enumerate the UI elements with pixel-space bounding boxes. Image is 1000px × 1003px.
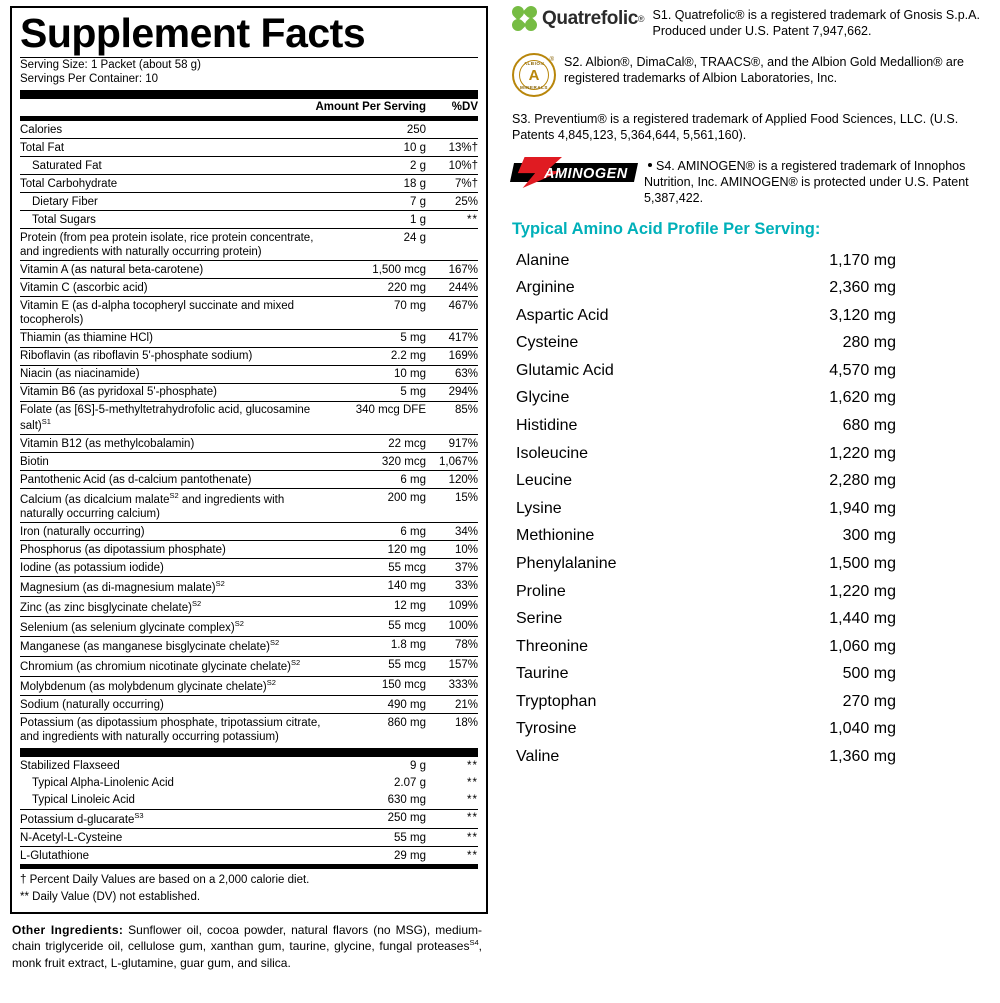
nutrient-name: Typical Linoleic Acid: [32, 794, 135, 807]
footnote-line: † Percent Daily Values are based on a 2,000 calorie diet.: [20, 874, 310, 887]
amino-acid-row: [516, 440, 896, 468]
nutrient-name: Riboflavin (as riboflavin 5'-phosphate sodium): [20, 347, 330, 365]
nutrient-daily-value: [430, 121, 478, 139]
quatrefolic-logo: [512, 6, 645, 32]
nutrient-name: Vitamin E (as d-alpha tocopheryl succinate and mixed tocopherols): [20, 297, 330, 329]
amino-acid-name: Threonine: [516, 637, 589, 655]
nutrient-amount: 340 mcg DFE: [330, 401, 430, 435]
nutrition-row: [20, 829, 478, 847]
nutrient-daily-value: 78%: [430, 636, 478, 656]
nutrition-row: [20, 489, 478, 523]
aminogen-wordmark: AMINOGEN: [544, 166, 628, 182]
trademark-text-albion: S2. Albion®, DimaCal®, TRAACS®, and the Albion Gold Medallion® are registered trademarks of Albion Laboratories, Inc.: [564, 55, 964, 85]
amino-acid-row: [516, 357, 896, 385]
nutrient-footnote-marker: S2: [191, 598, 202, 608]
nutrient-name: Dietary Fiber: [20, 193, 330, 211]
amino-acid-row: [516, 385, 896, 413]
trademark-block-albion: [512, 53, 992, 97]
albion-seal-top-text: ALBION: [523, 60, 545, 66]
nutrition-rows-body: [20, 121, 478, 745]
serving-size: Serving Size: 1 Packet (about 58 g): [20, 59, 201, 72]
nutrition-row: [20, 347, 478, 365]
nutrient-footnote-marker: S2: [215, 578, 225, 588]
nutrient-daily-value: **: [467, 759, 478, 772]
nutrition-row: [20, 775, 478, 792]
amino-acid-row: [516, 247, 896, 275]
quatrefolic-wordmark: Quatrefolic: [542, 8, 638, 29]
nutrient-daily-value: 10%†: [430, 157, 478, 175]
amino-acid-name: Methionine: [516, 527, 595, 545]
nutrient-amount: 2.2 mg: [330, 347, 430, 365]
albion-seal-icon: [512, 53, 556, 97]
nutrient-amount: 2 g: [330, 157, 430, 175]
trademark-text-quatrefolic: S1. Quatrefolic® is a registered trademark of Gnosis S.p.A. Produced under U.S. Patent 7,947,662.: [652, 8, 980, 38]
amino-acid-name: Histidine: [516, 417, 578, 435]
amino-acid-name: Taurine: [516, 665, 569, 683]
albion-registered-mark: ®: [549, 57, 554, 63]
nutrition-row: [20, 401, 478, 435]
nutrition-row: [20, 847, 478, 865]
amino-acid-name: Proline: [516, 582, 566, 600]
nutrient-daily-value: 34%: [430, 523, 478, 541]
trademark-text-preventium: S3. Preventium® is a registered trademark of Applied Food Sciences, LLC. (U.S. Patents 4,845,123, 5,364,644, 5,561,160).: [512, 112, 959, 142]
other-ingredients-text-tail: , monk fruit extract, L-glutamine, guar gum, and silica.: [12, 939, 482, 970]
nutrient-amount: 24 g: [330, 229, 430, 261]
nutrition-row: [20, 792, 478, 810]
nutrition-row: [20, 365, 478, 383]
nutrition-row: [20, 577, 478, 597]
amino-acid-name: Cysteine: [516, 334, 579, 352]
nutrient-name: Phosphorus (as dipotassium phosphate): [20, 541, 330, 559]
nutrition-row: [20, 676, 478, 696]
nutrient-name: Molybdenum (as molybdenum glycinate chelate)$^{S2}$: [20, 676, 330, 696]
amino-acid-value: 2,280 mg: [829, 472, 896, 490]
amino-acid-name: Leucine: [516, 472, 573, 490]
amino-acid-name: Tyrosine: [516, 720, 577, 738]
nutrient-daily-value: 120%: [430, 471, 478, 489]
trademark-block-quatrefolic: [512, 6, 992, 39]
nutrition-row: [20, 279, 478, 297]
nutrient-daily-value: 13%†: [430, 139, 478, 157]
amino-acid-row: [516, 743, 896, 771]
amino-acid-value: 2,360 mg: [829, 279, 896, 297]
amino-acid-value: 1,500 mg: [829, 554, 896, 572]
header-percent-dv: %DV: [451, 101, 478, 114]
nutrient-amount: 70 mg: [330, 297, 430, 329]
nutrition-row: [20, 297, 478, 329]
amino-acid-row: [516, 578, 896, 606]
amino-acid-row: [516, 523, 896, 551]
nutrition-row: [20, 435, 478, 453]
nutrient-daily-value: 167%: [430, 261, 478, 279]
nutrient-daily-value: 109%: [430, 597, 478, 617]
nutrient-name: Thiamin (as thiamine HCl): [20, 329, 330, 347]
nutrient-amount: 1 g: [330, 211, 430, 229]
supplement-facts-title: Supplement Facts: [20, 10, 366, 56]
amino-acid-value: 1,620 mg: [829, 389, 896, 407]
nutrient-amount: 630 mg: [387, 794, 426, 807]
nutrient-name: L-Glutathione: [20, 847, 330, 865]
nutrient-name: Magnesium (as di-magnesium malate)$^{S2}$: [20, 577, 330, 597]
nutrient-amount: 1,500 mcg: [330, 261, 430, 279]
amino-acid-row: [516, 550, 896, 578]
nutrient-name: Typical Alpha-Linolenic Acid: [32, 777, 174, 789]
nutrient-name: N-Acetyl-L-Cysteine: [20, 829, 330, 847]
nutrition-rows-table-2: [20, 757, 478, 864]
albion-seal-glyph: A: [528, 66, 540, 84]
amino-acid-value: 1,440 mg: [829, 610, 896, 628]
amino-acid-name: Glutamic Acid: [516, 361, 614, 379]
nutrient-footnote-marker: S2: [291, 658, 301, 668]
nutrient-name: Folate (as [6S]-5-methyltetrahydrofolic acid, glucosamine salt)$^{S1}$: [20, 401, 330, 435]
nutrient-amount: 10 mg: [330, 365, 430, 383]
nutrient-amount: 6 mg: [330, 523, 430, 541]
nutrient-daily-value: 85%: [430, 401, 478, 435]
nutrient-amount: 9 g: [410, 759, 426, 772]
quatrefolic-registered-mark: ®: [637, 14, 645, 24]
nutrient-daily-value: 7%†: [430, 175, 478, 193]
nutrition-row: [20, 471, 478, 489]
nutrition-row: [20, 617, 478, 637]
amino-acid-value: 680 mg: [842, 417, 896, 435]
nutrient-daily-value: 467%: [430, 297, 478, 329]
nutrient-daily-value: 244%: [430, 279, 478, 297]
amino-acid-value: 1,040 mg: [829, 720, 896, 738]
amino-acid-value: 1,170 mg: [829, 251, 896, 269]
nutrient-amount: 6 mg: [330, 471, 430, 489]
nutrient-amount: 55 mg: [330, 829, 430, 847]
nutrient-daily-value: 21%: [430, 696, 478, 714]
nutrient-name: Niacin (as niacinamide): [20, 365, 330, 383]
amino-acid-name: Alanine: [516, 251, 570, 269]
nutrient-daily-value: 25%: [430, 193, 478, 211]
servings-per-container: Servings Per Container: 10: [20, 73, 159, 86]
nutrient-amount: 250: [406, 123, 426, 136]
nutrient-daily-value: 1,067%: [430, 453, 478, 471]
nutrient-name: Vitamin A (as natural beta-carotene): [20, 261, 330, 279]
nutrient-name: Zinc (as zinc bisglycinate chelate)$^{S2}$: [20, 597, 330, 617]
aminogen-logo-icon: [512, 157, 636, 189]
nutrient-daily-value: **: [430, 829, 478, 847]
nutrient-amount: 55 mcg: [330, 559, 430, 577]
nutrient-footnote-marker: S1: [41, 417, 51, 427]
nutrient-name: Calcium (as dicalcium malate$^{S2}$ and ingredients with naturally occurring calcium): [20, 489, 330, 523]
nutrition-row: [20, 383, 478, 401]
nutrient-name: Protein (from pea protein isolate, rice protein concentrate, and ingredients with naturally occurring protein): [20, 229, 330, 261]
nutrient-amount: 5 mg: [330, 329, 430, 347]
amino-acid-value: 1,940 mg: [829, 499, 896, 517]
nutrient-amount: 1.8 mg: [330, 636, 430, 656]
nutrient-name: Iodine (as potassium iodide): [20, 559, 330, 577]
amino-acid-name: Phenylalanine: [516, 554, 617, 572]
nutrient-amount: 860 mg: [330, 714, 430, 746]
nutrient-name: Pantothenic Acid (as d-calcium pantothenate): [20, 471, 330, 489]
nutrient-amount: 250 mg: [330, 809, 430, 829]
amino-profile-table: [516, 247, 896, 771]
nutrient-daily-value: **: [430, 847, 478, 865]
nutrition-row: [20, 714, 478, 746]
nutrient-amount: 5 mg: [330, 383, 430, 401]
trademark-text-aminogen-body: S4. AMINOGEN® is a registered trademark of Innophos Nutrition, Inc. AMINOGEN® is protected under U.S. Patent 5,387,422.: [644, 159, 969, 205]
header-thick-rule: [20, 90, 478, 99]
nutrient-daily-value: [430, 229, 478, 261]
amino-profile-title: Typical Amino Acid Profile Per Serving:: [512, 220, 821, 238]
other-ingredients-label: Other Ingredients:: [12, 923, 124, 938]
amino-acid-row: [516, 606, 896, 634]
nutrition-row: [20, 809, 478, 829]
bullet-dot-icon: [648, 163, 652, 167]
nutrient-name: Chromium (as chromium nicotinate glycinate chelate)$^{S2}$: [20, 656, 330, 676]
nutrient-amount: 490 mg: [330, 696, 430, 714]
nutrition-row: [20, 193, 478, 211]
aminogen-logo: [512, 157, 636, 189]
nutrient-daily-value: **: [467, 777, 478, 789]
nutrient-name: Potassium d-glucarate$^{S3}$: [20, 809, 330, 829]
nutrition-row: [20, 597, 478, 617]
nutrient-amount: 220 mg: [330, 279, 430, 297]
nutrient-name: Biotin: [20, 453, 330, 471]
amino-acid-name: Aspartic Acid: [516, 306, 609, 324]
nutrient-amount: 55 mcg: [330, 617, 430, 637]
nutrient-amount: 200 mg: [330, 489, 430, 523]
header-spacer: [20, 99, 315, 117]
trademark-block-aminogen: [512, 157, 992, 206]
amino-acid-name: Valine: [516, 748, 560, 765]
amino-acid-value: 280 mg: [842, 334, 896, 352]
nutrition-row: [20, 559, 478, 577]
nutrient-amount: 2.07 g: [394, 777, 426, 789]
amino-acid-value: 4,570 mg: [829, 361, 896, 379]
amino-acid-row: [516, 716, 896, 744]
nutrient-footnote-marker: S2: [234, 618, 244, 628]
nutrition-row: [20, 175, 478, 193]
nutrient-daily-value: **: [430, 809, 478, 829]
nutrition-row: [20, 523, 478, 541]
amino-acid-name: Glycine: [516, 389, 570, 407]
nutrition-row: [20, 453, 478, 471]
nutrition-rows-table: [20, 121, 478, 745]
clover-icon: [512, 6, 538, 32]
nutrient-name: Vitamin C (ascorbic acid): [20, 279, 330, 297]
amino-acid-value: 3,120 mg: [829, 306, 896, 324]
nutrient-daily-value: 63%: [430, 365, 478, 383]
right-column: [494, 6, 992, 997]
nutrient-daily-value: 169%: [430, 347, 478, 365]
other-ingredients-text: Sunflower oil, cocoa powder, natural flavors (no MSG), medium-chain triglyceride oil, cellulose gum, xanthan gum, taurine, glycine, fungal proteases: [12, 923, 482, 954]
other-ingredients: [10, 914, 488, 971]
amino-acid-row: [516, 633, 896, 661]
footnote-line: ** Daily Value (DV) not established.: [20, 891, 201, 904]
nutrient-name: Stabilized Flaxseed: [20, 759, 120, 772]
nutrient-amount: 29 mg: [330, 847, 430, 865]
amino-acid-row: [516, 302, 896, 330]
nutrient-name: Sodium (naturally occurring): [20, 696, 330, 714]
nutrition-row: [20, 329, 478, 347]
nutrient-footnote-marker: S2: [266, 678, 276, 688]
nutrient-name: Manganese (as manganese bisglycinate chelate)$^{S2}$: [20, 636, 330, 656]
nutrition-row: [20, 121, 478, 139]
nutrient-amount: 140 mg: [330, 577, 430, 597]
nutrient-amount: 150 mcg: [330, 676, 430, 696]
nutrition-row: [20, 211, 478, 229]
nutrition-row: [20, 636, 478, 656]
nutrient-name: Saturated Fat: [20, 157, 330, 175]
nutrient-daily-value: 157%: [430, 656, 478, 676]
nutrition-row: [20, 139, 478, 157]
nutrient-daily-value: 333%: [430, 676, 478, 696]
amino-acid-row: [516, 661, 896, 689]
nutrient-footnote-marker: S2: [269, 638, 280, 648]
nutrient-name: Selenium (as selenium glycinate complex)$^{S2}$: [20, 617, 330, 637]
nutrient-amount: 22 mcg: [330, 435, 430, 453]
amino-profile-body: [516, 247, 896, 771]
left-column: [10, 6, 494, 997]
amino-acid-value: 300 mg: [842, 527, 896, 545]
amino-acid-name: Serine: [516, 610, 563, 628]
nutrient-amount: 55 mcg: [330, 656, 430, 676]
nutrient-footnote-marker: S3: [134, 811, 144, 821]
nutrient-daily-value: 33%: [430, 577, 478, 597]
nutrient-name: Total Fat: [20, 139, 330, 157]
nutrition-row: [20, 261, 478, 279]
amino-acid-name: Arginine: [516, 279, 575, 297]
nutrient-daily-value: 15%: [430, 489, 478, 523]
amino-acid-row: [516, 330, 896, 358]
nutrient-footnote-marker: S2: [169, 490, 179, 500]
albion-seal-bottom-text: MINERALS: [520, 84, 548, 90]
amino-acid-value: 1,360 mg: [829, 748, 896, 765]
amino-acid-name: Isoleucine: [516, 444, 589, 462]
nutrient-daily-value: **: [467, 794, 478, 807]
nutrient-daily-value: 18%: [430, 714, 478, 746]
nutrient-name: Potassium (as dipotassium phosphate, tripotassium citrate, and ingredients with naturally occurring potassium): [20, 714, 330, 746]
nutrient-name: Total Sugars: [20, 211, 330, 229]
nutrient-amount: 320 mcg: [330, 453, 430, 471]
nutrient-daily-value: 917%: [430, 435, 478, 453]
nutrient-daily-value: 37%: [430, 559, 478, 577]
nutrient-name: Iron (naturally occurring): [20, 523, 330, 541]
amino-acid-name: Tryptophan: [516, 692, 597, 710]
nutrition-row: [20, 157, 478, 175]
amino-acid-row: [516, 688, 896, 716]
nutrient-daily-value: 10%: [430, 541, 478, 559]
nutrient-amount: 7 g: [330, 193, 430, 211]
nutrition-row: [20, 757, 478, 774]
footnotes: [20, 869, 478, 906]
nutrient-daily-value: **: [430, 211, 478, 229]
nutrient-daily-value: 417%: [430, 329, 478, 347]
amino-acid-row: [516, 495, 896, 523]
nutrient-name: Calories: [20, 123, 63, 136]
amino-acid-row: [516, 468, 896, 496]
header-amount-per-serving: Amount Per Serving: [315, 101, 426, 114]
nutrient-amount: 10 g: [330, 139, 430, 157]
nutrient-name: Total Carbohydrate: [20, 175, 330, 193]
trademark-text-aminogen: [644, 157, 992, 206]
nutrition-rows-body-2: [20, 757, 478, 864]
amino-acid-row: [516, 412, 896, 440]
amino-acid-value: 1,220 mg: [829, 582, 896, 600]
nutrition-row: [20, 541, 478, 559]
nutrient-amount: 18 g: [330, 175, 430, 193]
section-thick-rule: [20, 748, 478, 757]
nutrient-name: Vitamin B12 (as methylcobalamin): [20, 435, 330, 453]
amino-acid-value: 270 mg: [842, 692, 896, 710]
nutrient-amount: 12 mg: [330, 597, 430, 617]
nutrition-row: [20, 696, 478, 714]
nutrition-row: [20, 656, 478, 676]
nutrition-table: [20, 99, 478, 117]
amino-acid-name: Lysine: [516, 499, 562, 517]
nutrient-daily-value: 100%: [430, 617, 478, 637]
nutrient-daily-value: 294%: [430, 383, 478, 401]
amino-acid-row: [516, 275, 896, 303]
nutrition-row: [20, 229, 478, 261]
amino-acid-value: 500 mg: [842, 665, 896, 683]
nutrient-name: Vitamin B6 (as pyridoxal 5'-phosphate): [20, 383, 330, 401]
nutrition-table-header-row: [20, 99, 478, 117]
amino-acid-value: 1,220 mg: [829, 444, 896, 462]
other-ingredients-sup: S4: [469, 938, 479, 948]
supplement-facts-panel: [10, 6, 488, 914]
nutrition-table-header-body: [20, 99, 478, 117]
nutrient-amount: 120 mg: [330, 541, 430, 559]
albion-seal-logo: [512, 53, 556, 97]
amino-acid-value: 1,060 mg: [829, 637, 896, 655]
